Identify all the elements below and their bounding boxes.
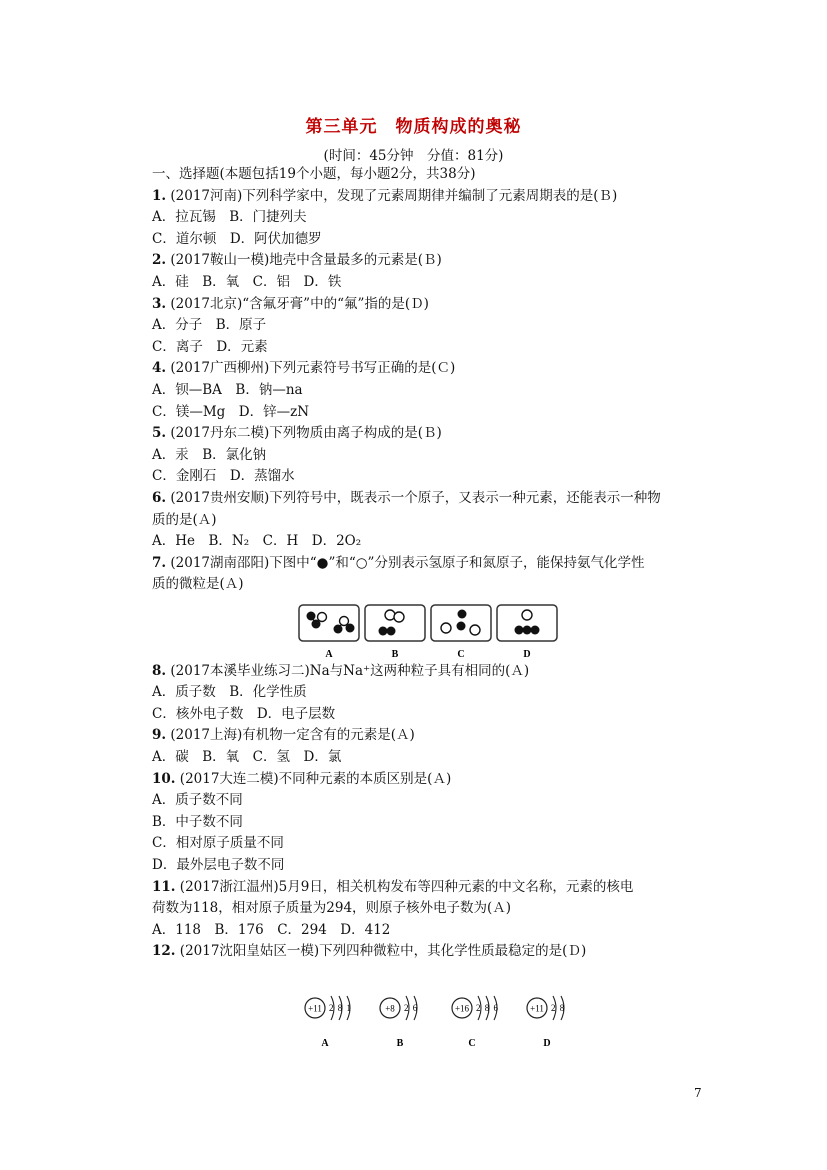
question-text: (2017本溪毕业练习二)Na与Na⁺这两种粒子具有相同的(Ａ) <box>170 662 530 679</box>
answer-options: 质的是(Ａ) <box>152 511 217 528</box>
electron-counts: 2 8 <box>551 1003 566 1013</box>
question-stem <box>152 941 712 963</box>
question-number: 8. <box>152 662 167 679</box>
answer-options: C．镁—Mg D．锌—zN <box>152 403 310 420</box>
question-number: 11. <box>152 878 176 895</box>
answer-options: A．钡—BA B．钠—na <box>152 381 303 398</box>
answer-options: C．道尔顿 D．阿伏加德罗 <box>152 230 322 247</box>
panel-a <box>299 605 359 641</box>
nucleus-charge: +11 <box>530 1003 544 1014</box>
question-stem <box>152 294 712 316</box>
question-number: 10. <box>152 770 176 787</box>
answer-options: C．离子 D．元素 <box>152 338 268 355</box>
question-number: 5. <box>152 425 167 442</box>
label-b: B <box>391 649 399 660</box>
answer-options: B．中子数不同 <box>152 813 243 830</box>
question-text: (2017沈阳皇姑区一模)下列四种微粒中，其化学性质最稳定的是(Ｄ) <box>179 943 587 960</box>
option-label: D <box>543 1038 551 1049</box>
question-number: 2. <box>152 252 167 269</box>
option-label: C <box>468 1038 476 1049</box>
question-stem <box>152 358 712 380</box>
question-text: (2017浙江温州)5月9日，相关机构发布等四种元素的中文名称，元素的核电 <box>179 878 634 895</box>
question-stem <box>152 488 712 510</box>
answer-options: A．硅 B．氧 C．铝 D．铁 <box>152 273 342 290</box>
question-stem <box>152 553 712 575</box>
question-number: 1. <box>152 187 167 204</box>
label-a: A <box>325 649 333 660</box>
answer-options: 荷数为118，相对原子质量为294，则原子核外电子数为(Ａ) <box>152 900 512 917</box>
nucleus-charge: +8 <box>385 1003 395 1014</box>
question-number: 7. <box>152 554 167 571</box>
answer-options: A．汞 B．氯化钠 <box>152 446 267 463</box>
option-label: A <box>321 1038 329 1049</box>
answer-options: A．质子数 B．化学性质 <box>152 684 307 701</box>
question-text: (2017鞍山一模)地壳中含量最多的元素是(Ｂ) <box>170 252 442 269</box>
panel-d <box>497 605 557 641</box>
nucleus-charge: +11 <box>308 1003 322 1014</box>
question-stem <box>152 877 712 899</box>
label-c: C <box>457 649 465 660</box>
panel-b <box>365 605 425 641</box>
question-text: (2017广西柳州)下列元素符号书写正确的是(Ｃ) <box>170 360 456 377</box>
question-stem <box>152 725 712 747</box>
answer-options: A．质子数不同 <box>152 792 243 809</box>
electron-counts: 2 8 1 <box>329 1003 352 1013</box>
panel-c <box>431 605 491 641</box>
question-number: 9. <box>152 727 167 744</box>
question-text: (2017北京)“含氟牙膏”中的“氟”指的是(Ｄ) <box>170 295 429 312</box>
question-number: 12. <box>152 943 176 960</box>
option-label: B <box>396 1038 404 1049</box>
atom-diagram <box>380 996 418 1049</box>
answer-options: A．He B．N₂ C．H D．2O₂ <box>152 533 362 550</box>
atom-diagram <box>452 996 499 1049</box>
question-number: 6. <box>152 489 167 506</box>
question-number: 3. <box>152 295 167 312</box>
answer-options: A．分子 B．原子 <box>152 317 267 334</box>
question-text: (2017大连二模)不同种元素的本质区别是(Ａ) <box>179 770 452 787</box>
question-text: (2017河南)下列科学家中，发现了元素周期律并编制了元素周期表的是(Ｂ) <box>170 187 618 204</box>
question-text: (2017上海)有机物一定含有的元素是(Ａ) <box>170 727 415 744</box>
figure-q12-atom-structures <box>295 984 575 1050</box>
answer-options: C．相对原子质量不同 <box>152 835 284 852</box>
question-stem <box>152 423 712 445</box>
question-list <box>152 164 712 963</box>
question-stem <box>152 661 712 683</box>
answer-options: C．核外电子数 D．电子层数 <box>152 705 336 722</box>
question-stem <box>152 769 712 791</box>
question-text: (2017丹东二模)下列物质由离子构成的是(Ｂ) <box>170 425 442 442</box>
label-d: D <box>523 649 531 660</box>
atom-diagram <box>527 996 565 1049</box>
question-text: (2017湖南邵阳)下图中“●”和“○”分别表示氢原子和氮原子，能保持氨气化学性 <box>170 554 645 571</box>
page-number: 7 <box>694 1086 702 1100</box>
question-stem <box>152 186 712 208</box>
answer-options: D．最外层电子数不同 <box>152 857 285 873</box>
answer-options: 质的微粒是(Ａ) <box>152 576 244 593</box>
exam-info: (时间：45分钟 分值：81分) <box>323 148 504 164</box>
answer-options: A．拉瓦锡 B．门捷列夫 <box>152 209 307 226</box>
page-title: 第三单元 物质构成的奥秘 <box>305 117 522 137</box>
section-heading: 一、选择题(本题包括19个小题，每小题2分，共38分) <box>152 166 476 182</box>
answer-options: A．118 B．176 C．294 D．412 <box>152 921 391 938</box>
electron-counts: 2 8 6 <box>476 1003 499 1013</box>
electron-counts: 2 6 <box>404 1003 419 1013</box>
figure-q7-molecules <box>298 604 560 660</box>
question-text: (2017贵州安顺)下列符号中，既表示一个原子，又表示一种元素，还能表示一种物 <box>170 489 661 506</box>
question-number: 4. <box>152 360 167 377</box>
nucleus-charge: +16 <box>454 1003 470 1014</box>
atom-diagram <box>305 996 352 1049</box>
answer-options: C．金刚石 D．蒸馏水 <box>152 468 295 485</box>
answer-options: A．碳 B．氧 C．氢 D．氯 <box>152 749 342 766</box>
question-stem <box>152 250 712 272</box>
